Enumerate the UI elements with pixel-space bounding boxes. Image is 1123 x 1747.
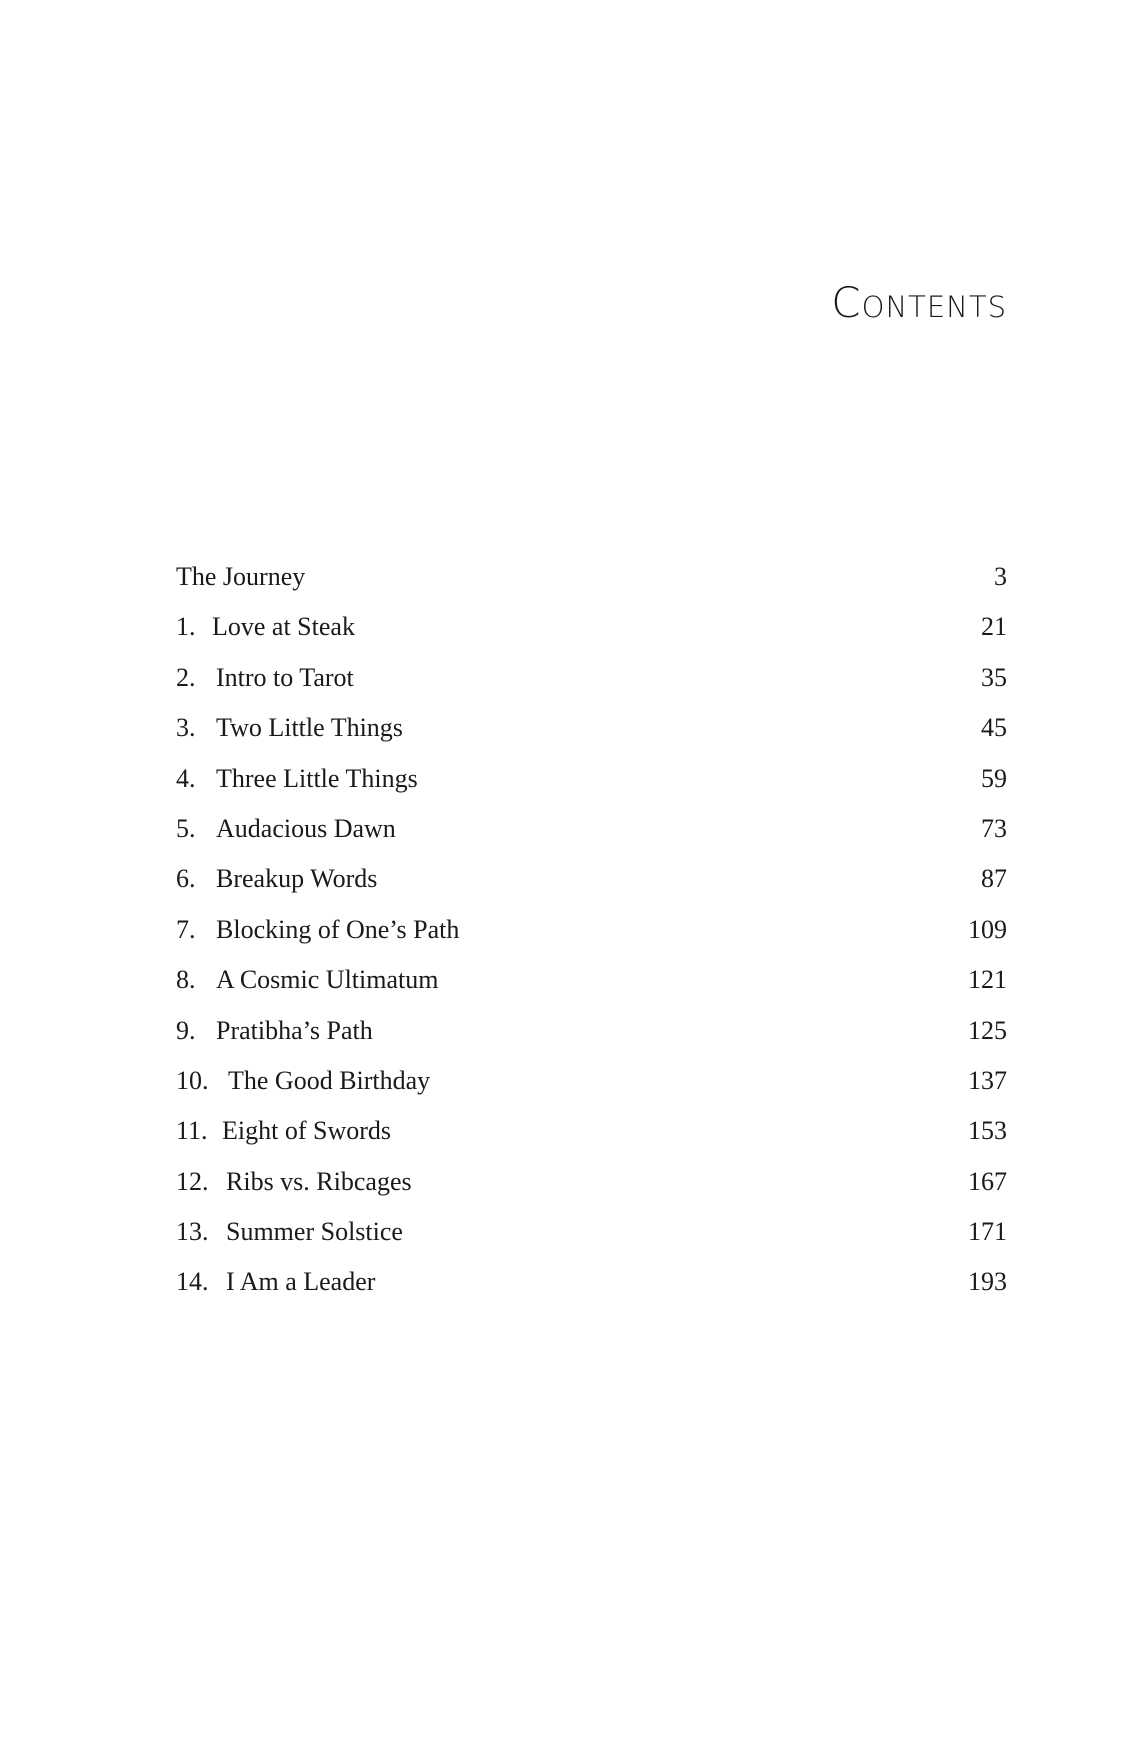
toc-entry-page: 125 — [968, 1015, 1007, 1045]
toc-entry[interactable] — [176, 1257, 1007, 1307]
toc-entry-page: 109 — [968, 914, 1007, 944]
toc-entry-page: 87 — [981, 864, 1007, 894]
toc-entry-number: 4. — [176, 763, 196, 793]
toc-entry[interactable] — [176, 754, 1007, 804]
toc-entry-title: I Am a Leader — [226, 1267, 376, 1297]
toc-entry[interactable] — [176, 1157, 1007, 1207]
toc-entry-page: 45 — [981, 713, 1007, 743]
toc-entry-page: 137 — [968, 1065, 1007, 1095]
toc-entry-number: 1. — [176, 612, 196, 642]
toc-entry[interactable] — [176, 1056, 1007, 1106]
toc-entry-number: 10. — [176, 1065, 209, 1095]
toc-entry-page: 153 — [968, 1116, 1007, 1146]
toc-entry-title: Two Little Things — [216, 713, 403, 743]
table-of-contents — [176, 552, 1007, 1308]
toc-entry[interactable] — [176, 653, 1007, 703]
toc-entry-page: 73 — [981, 813, 1007, 843]
toc-entry[interactable] — [176, 1207, 1007, 1257]
toc-entry-number: 7. — [176, 914, 196, 944]
toc-entry-number: 12. — [176, 1166, 209, 1196]
toc-entry-title: Intro to Tarot — [216, 662, 354, 692]
toc-entry[interactable] — [176, 1006, 1007, 1056]
toc-entry-title: Ribs vs. Ribcages — [226, 1166, 412, 1196]
toc-entry-number: 9. — [176, 1015, 196, 1045]
toc-entry[interactable] — [176, 602, 1007, 652]
page-title: Contents — [831, 278, 1007, 327]
toc-entry-number: 5. — [176, 813, 196, 843]
toc-entry-title: Pratibha’s Path — [216, 1015, 373, 1045]
toc-entry-title: Summer Solstice — [226, 1217, 403, 1247]
toc-entry-page: 21 — [981, 612, 1007, 642]
toc-entry-title: A Cosmic Ultimatum — [216, 965, 439, 995]
toc-entry-number: 11. — [176, 1116, 208, 1146]
toc-entry-page: 35 — [981, 662, 1007, 692]
toc-entry[interactable] — [176, 955, 1007, 1005]
toc-entry-title: The Good Birthday — [228, 1065, 431, 1095]
toc-entry-number: 3. — [176, 713, 196, 743]
toc-entry-title: Three Little Things — [216, 763, 418, 793]
toc-entry-page: 121 — [968, 965, 1007, 995]
toc-entry[interactable] — [176, 854, 1007, 904]
toc-entry-title: Blocking of One’s Path — [216, 914, 460, 944]
toc-entry[interactable] — [176, 703, 1007, 753]
toc-entry-title: Love at Steak — [212, 612, 355, 642]
toc-entry-title: Eight of Swords — [222, 1116, 391, 1146]
toc-entry[interactable] — [176, 804, 1007, 854]
toc-entry-page: 3 — [994, 562, 1007, 591]
toc-entry-number: 14. — [176, 1267, 209, 1297]
toc-entry-title: Audacious Dawn — [216, 813, 396, 843]
toc-entry[interactable] — [176, 905, 1007, 955]
toc-entry-title: Breakup Words — [216, 864, 378, 894]
toc-entry[interactable] — [176, 1106, 1007, 1156]
toc-entry-title: The Journey — [176, 562, 306, 591]
toc-entry-number: 8. — [176, 965, 196, 995]
toc-entry-number: 6. — [176, 864, 196, 894]
toc-entry-page: 167 — [968, 1166, 1007, 1196]
toc-entry-number: 2. — [176, 662, 196, 692]
toc-entry-page: 193 — [968, 1267, 1007, 1297]
toc-entry[interactable] — [176, 552, 1007, 602]
toc-entry-number: 13. — [176, 1217, 209, 1247]
toc-entry-page: 59 — [981, 763, 1007, 793]
toc-entry-page: 171 — [968, 1217, 1007, 1247]
